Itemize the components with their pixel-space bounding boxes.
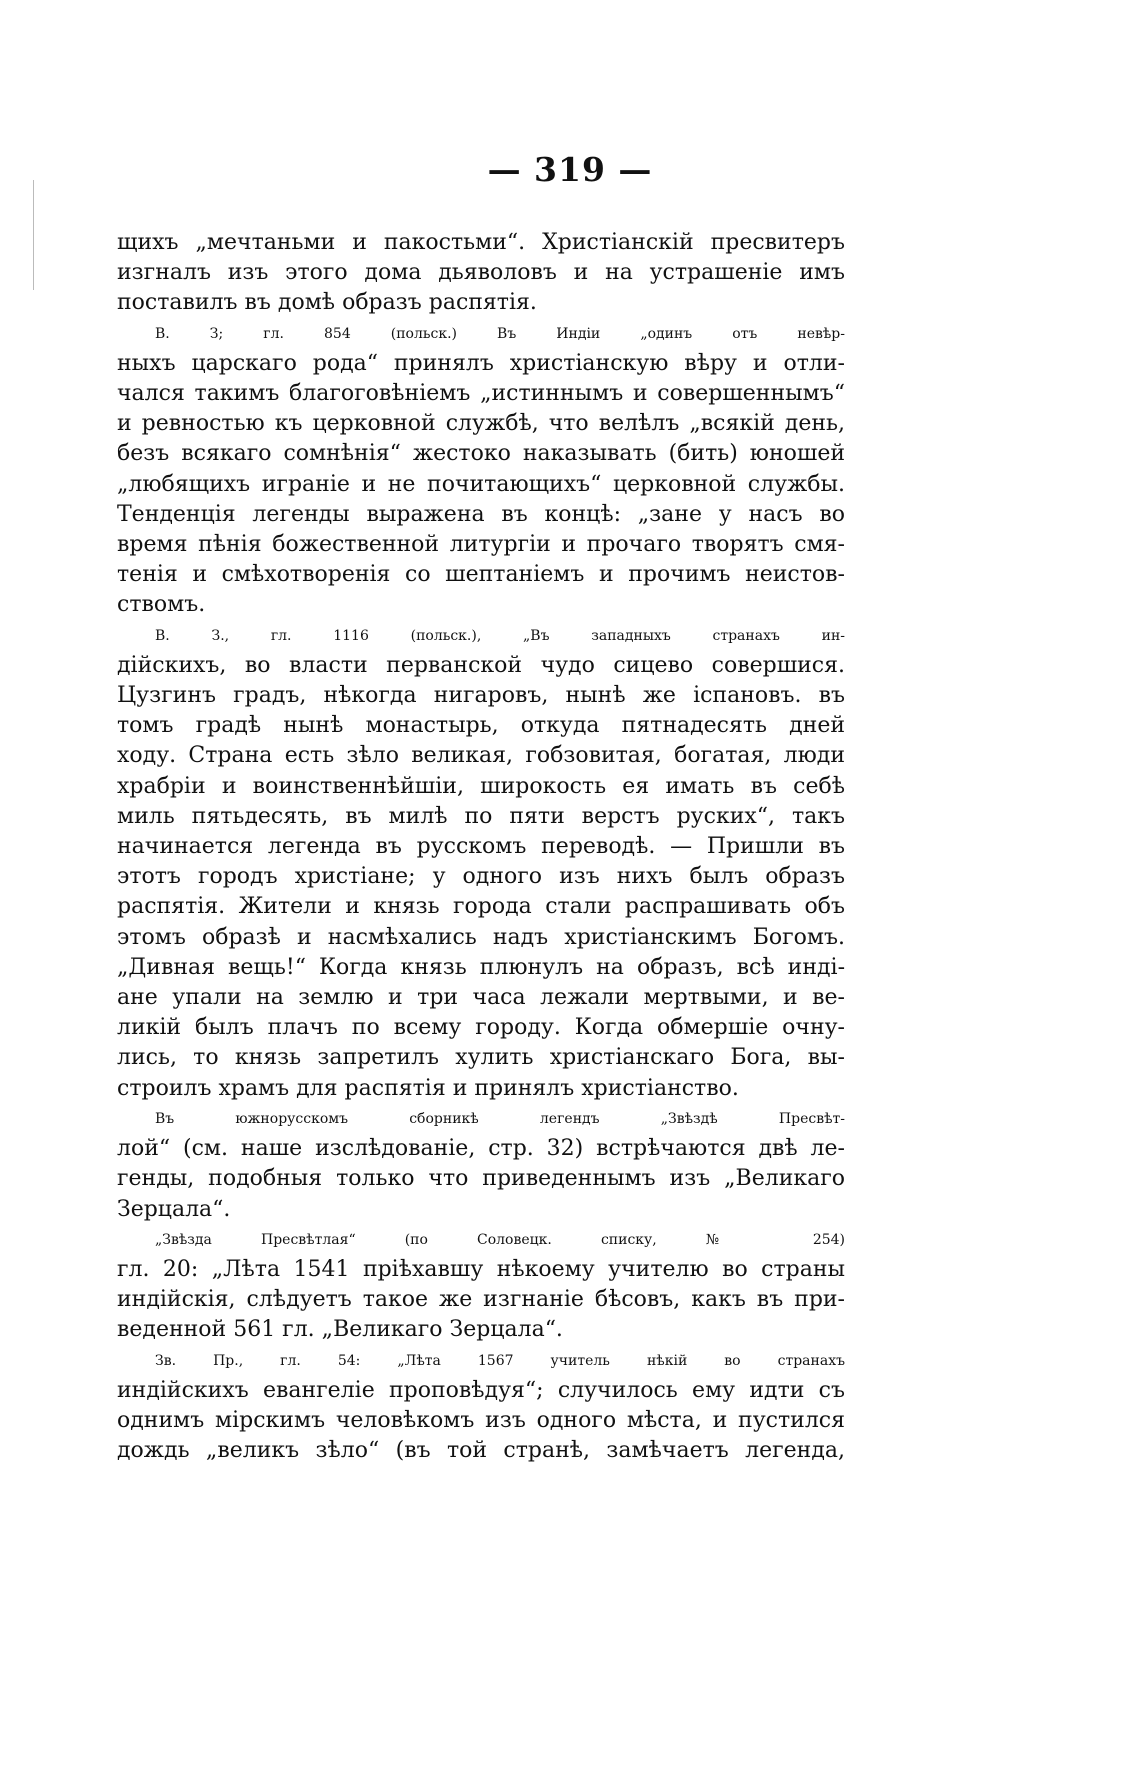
text-line: „Звѣзда Пресвѣтлая“ (по Соловецк. списку, № 254) [155, 1231, 845, 1248]
text-line: дождь „великъ зѣло“ (въ той странѣ, замѣчаетъ легенда, [117, 1438, 845, 1464]
text-line: храбріи и воинственнѣйшіи, широкость ея имать въ себѣ [117, 773, 845, 799]
text-line: распятія. Жители и князь города стали распрашивать объ [117, 894, 845, 920]
text-line: ходу. Страна есть зѣло великая, гобзовитая, богатая, люди [117, 743, 845, 769]
text-line: этотъ городъ христіане; у одного изъ нихъ былъ образъ [117, 864, 845, 890]
text-line: ане упали на землю и три часа лежали мертвыми, и ве- [117, 985, 845, 1011]
text-line: лой“ (см. наше изслѣдованіе, стр. 32) встрѣчаются двѣ ле- [117, 1136, 845, 1162]
text-line: чался такимъ благоговѣніемъ „истиннымъ и совершеннымъ“ [117, 381, 845, 407]
text-line: индійскихъ евангеліе проповѣдуя“; случилось ему идти съ [117, 1377, 845, 1403]
text-line: ныхъ царскаго рода“ принялъ христіанскую вѣру и отли- [117, 350, 845, 376]
text-line: В. З., гл. 1116 (польск.), „Въ западныхъ странахъ ин- [155, 627, 845, 644]
page-number: — 319 — [487, 150, 653, 189]
text-line: Въ южнорусскомъ сборникѣ легендъ „Звѣздѣ Пресвѣт- [155, 1110, 845, 1127]
margin-rule [33, 180, 34, 290]
text-line: гл. 20: „Лѣта 1541 пріѣхавшу нѣкоему учителю во страны [117, 1256, 845, 1282]
text-line: В. З; гл. 854 (польск.) Въ Индіи „одинъ отъ невѣр- [155, 325, 845, 342]
text-line: Зерцала“. [117, 1196, 231, 1222]
text-line: ствомъ. [117, 592, 206, 618]
text-line: время пѣнія божественной литургіи и прочаго творятъ смя- [117, 532, 845, 558]
text-line: томъ градѣ нынѣ монастырь, откуда пятнадесять дней [117, 713, 845, 739]
text-line: ликій былъ плачъ по всему городу. Когда обмершіе очну- [117, 1015, 845, 1041]
text-line: индійскія, слѣдуетъ такое же изгнаніе бѣсовъ, какъ въ при- [117, 1287, 845, 1313]
text-line: веденной 561 гл. „Великаго Зерцала“. [117, 1317, 563, 1343]
text-line: Зв. Пр., гл. 54: „Лѣта 1567 учитель нѣкій во странахъ [155, 1352, 845, 1369]
text-line: лись, то князь запретилъ хулить христіанскаго Бога, вы- [117, 1045, 845, 1071]
text-line: тенія и смѣхотворенія со шептаніемъ и прочимъ неистов- [117, 562, 845, 588]
text-line: строилъ храмъ для распятія и принялъ христіанство. [117, 1075, 739, 1101]
text-line: дійскихъ, во власти перванской чудо сицево совершися. [117, 652, 845, 678]
text-line: этомъ образѣ и насмѣхались надъ христіанскимъ Богомъ. [117, 924, 845, 950]
text-line: изгналъ изъ этого дома дьяволовъ и на устрашеніе имъ [117, 260, 845, 286]
text-line: начинается легенда въ русскомъ переводѣ. — Пришли въ [117, 834, 845, 860]
text-line: поставилъ въ домѣ образъ распятія. [117, 290, 537, 316]
text-line: Цузгинъ градъ, нѣкогда нигаровъ, нынѣ же іспановъ. въ [117, 683, 845, 709]
text-line: „любящихъ играніе и не почитающихъ“ церковной службы. [117, 471, 845, 497]
text-line: „Дивная вещь!“ Когда князь плюнулъ на образъ, всѣ инді- [117, 954, 845, 980]
text-line: и ревностью къ церковной службѣ, что велѣлъ „всякій день, [117, 411, 845, 437]
text-line: однимъ мірскимъ человѣкомъ изъ одного мѣста, и пустился [117, 1407, 845, 1433]
text-line: щихъ „мечтаньми и пакостьми“. Христіанскій пресвитеръ [117, 230, 845, 255]
text-line: миль пятьдесять, въ милѣ по пяти верстъ руских“, такъ [117, 803, 845, 829]
body-text [117, 228, 845, 1466]
text-line: безъ всякаго сомнѣнія“ жестоко наказывать (бить) юношей [117, 441, 845, 467]
text-line: генды, подобныя только что приведеннымъ изъ „Великаго [117, 1166, 845, 1192]
text-line: Тенденція легенды выражена въ концѣ: „зане у насъ во [117, 501, 845, 527]
